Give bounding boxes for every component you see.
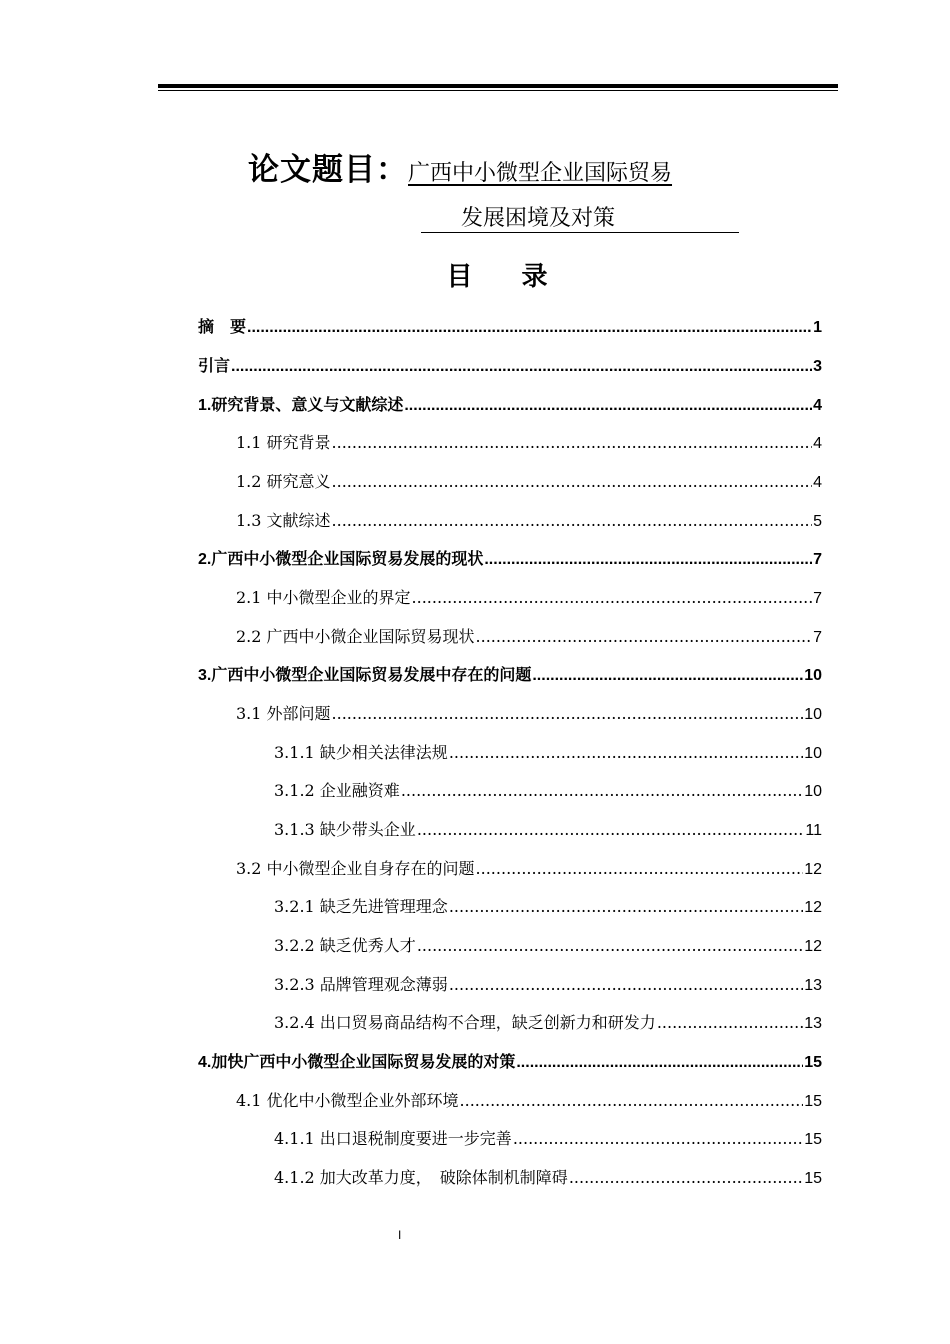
toc-entry-label: 引言: [198, 358, 231, 375]
toc-entry-label: 4.1.2 加大改革力度， 破除体制机制障碍: [274, 1168, 568, 1187]
toc-entry[interactable]: [236, 469, 822, 493]
toc-entry-page: 13: [804, 1015, 822, 1032]
toc-entry-label: 1.3 文献综述: [236, 511, 331, 530]
toc-leader: [247, 319, 812, 337]
toc-entry-page: 12: [804, 861, 822, 878]
toc-leader: [657, 1013, 803, 1032]
toc-entry[interactable]: [274, 894, 822, 918]
toc-entry-page: 12: [804, 899, 822, 916]
toc-entry[interactable]: [198, 546, 822, 570]
toc-leader: [417, 820, 805, 839]
toc-entry-page: 4: [813, 435, 822, 452]
toc-leader: [449, 743, 803, 762]
toc-entry[interactable]: [274, 817, 822, 841]
toc-entry-page: 4: [813, 397, 822, 414]
toc-entry-page: 7: [813, 629, 822, 646]
toc-entry-label: 3.2.1 缺乏先进管理理念: [274, 897, 448, 916]
toc-entry-label: 3.2.4 出口贸易商品结构不合理，缺乏创新力和研发力: [274, 1013, 656, 1032]
toc-entry[interactable]: [236, 856, 822, 880]
toc-leader: [412, 588, 813, 607]
toc-entry-page: 11: [805, 822, 822, 839]
toc-leader: [401, 781, 803, 800]
toc-entry-page: 7: [813, 590, 822, 607]
top-rule-thin: [158, 90, 838, 91]
toc-entry-page: 12: [804, 938, 822, 955]
toc-leader: [476, 627, 813, 646]
toc-leader: [460, 1091, 804, 1110]
toc-entry-page: 10: [804, 783, 822, 800]
toc-entry[interactable]: [274, 1126, 822, 1150]
toc-entry[interactable]: [236, 508, 822, 532]
toc-entry[interactable]: [236, 624, 822, 648]
toc-entry-label: 3.2.3 品牌管理观念薄弱: [274, 975, 448, 994]
toc-entry-page: 1: [813, 319, 822, 336]
toc-entry-label: 1.研究背景、意义与文献综述: [198, 397, 404, 414]
toc-entry-label: 3.广西中小微型企业国际贸易发展中存在的问题: [198, 667, 532, 684]
toc-entry[interactable]: [274, 778, 822, 802]
toc-entry-page: 15: [804, 1093, 822, 1110]
thesis-title-label: 论文题目：: [248, 152, 408, 188]
toc-entry-page: 15: [804, 1131, 822, 1148]
toc-leader: [449, 975, 803, 994]
toc-entry-label: 摘 要: [198, 319, 247, 336]
toc-leader: [449, 897, 803, 916]
toc-entry-page: 4: [813, 474, 822, 491]
toc-leader: [476, 859, 804, 878]
toc-entry-label: 3.1.3 缺少带头企业: [274, 820, 416, 839]
toc-leader: [516, 1054, 803, 1072]
toc-entry-page: 3: [813, 358, 822, 375]
page-number: I: [398, 1228, 402, 1242]
toc-entry[interactable]: [198, 353, 822, 377]
toc-leader: [404, 397, 812, 415]
toc-entry[interactable]: [236, 585, 822, 609]
toc-entry-page: 5: [813, 513, 822, 530]
toc-leader: [332, 433, 813, 452]
toc-entry-page: 15: [804, 1170, 822, 1187]
toc-entry[interactable]: [236, 701, 822, 725]
thesis-title-line2: 发展困境及对策: [421, 201, 739, 233]
toc-entry-label: 1.2 研究意义: [236, 472, 331, 491]
toc-entry[interactable]: [274, 1165, 822, 1189]
toc-entry-page: 13: [804, 977, 822, 994]
toc-entry-label: 2.1 中小微型企业的界定: [236, 588, 411, 607]
toc-leader: [332, 472, 813, 491]
toc-entry[interactable]: [274, 1010, 822, 1034]
toc-entry[interactable]: [198, 1049, 822, 1073]
toc-entry-page: 10: [804, 745, 822, 762]
toc-entry[interactable]: [236, 430, 822, 454]
toc-leader: [417, 936, 803, 955]
thesis-title-line1: [248, 144, 672, 189]
toc-leader: [332, 511, 813, 530]
toc-entry[interactable]: [198, 392, 822, 416]
toc-leader: [513, 1129, 803, 1148]
toc-entry-page: 7: [813, 551, 822, 568]
toc-entry-page: 15: [804, 1054, 822, 1071]
toc-heading: 目 录: [446, 262, 568, 292]
toc-entry[interactable]: [274, 933, 822, 957]
toc-leader: [569, 1168, 803, 1187]
toc-entry-label: 2.2 广西中小微企业国际贸易现状: [236, 627, 475, 646]
toc-entry-label: 3.2 中小微型企业自身存在的问题: [236, 859, 475, 878]
toc-entry-label: 4.1.1 出口退税制度要进一步完善: [274, 1129, 512, 1148]
toc-entry-label: 4.1 优化中小微型企业外部环境: [236, 1091, 459, 1110]
toc-leader: [332, 704, 804, 723]
toc-entry-page: 10: [804, 706, 822, 723]
top-rule: [158, 84, 838, 88]
toc-entry[interactable]: [236, 1088, 822, 1112]
toc-entry-label: 4.加快广西中小微型企业国际贸易发展的对策: [198, 1054, 516, 1071]
thesis-title-value: 广西中小微型企业国际贸易: [408, 161, 673, 186]
toc-entry-label: 3.2.2 缺乏优秀人才: [274, 936, 416, 955]
toc-leader: [231, 358, 812, 376]
toc-entry[interactable]: [198, 314, 822, 338]
toc-entry-label: 3.1.2 企业融资难: [274, 781, 400, 800]
toc-entry[interactable]: [198, 662, 822, 686]
toc-entry-label: 1.1 研究背景: [236, 433, 331, 452]
toc-entry-label: 3.1.1 缺少相关法律法规: [274, 743, 448, 762]
toc-entry-label: 2.广西中小微型企业国际贸易发展的现状: [198, 551, 484, 568]
toc-entry-label: 3.1 外部问题: [236, 704, 331, 723]
toc-entry[interactable]: [274, 740, 822, 764]
toc-entry-page: 10: [804, 667, 822, 684]
toc-entry[interactable]: [274, 972, 822, 996]
toc-leader: [532, 667, 803, 685]
toc-leader: [484, 551, 812, 569]
